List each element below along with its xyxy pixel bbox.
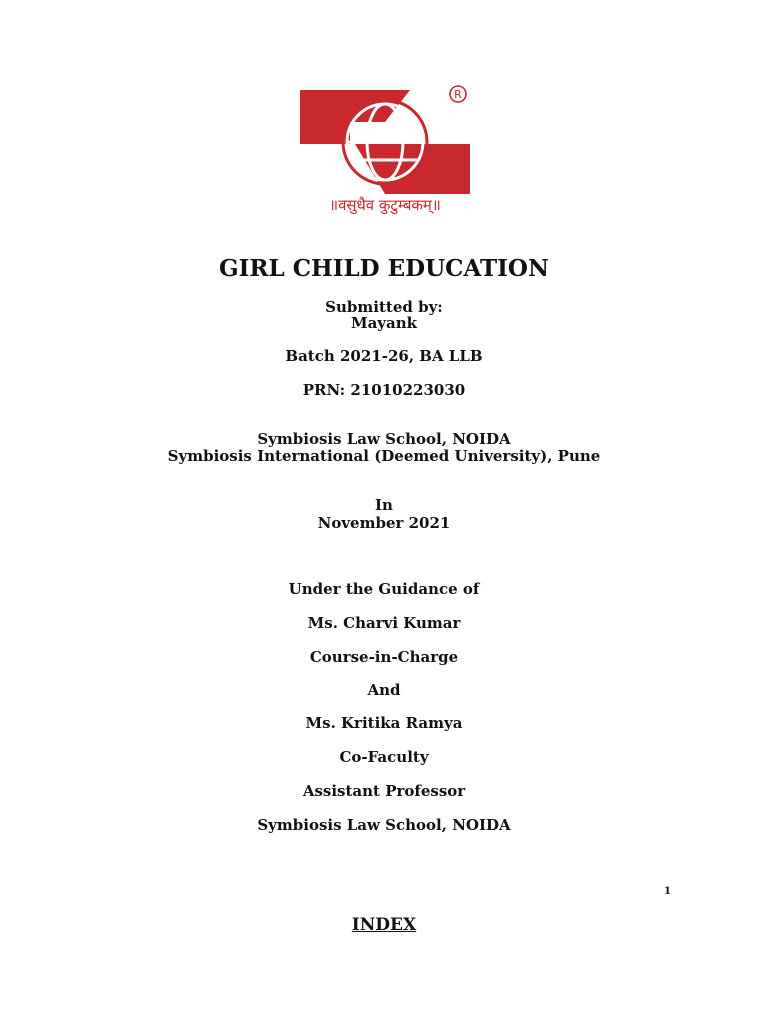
index-heading: INDEX xyxy=(351,915,417,935)
school-name: Symbiosis Law School, NOIDA xyxy=(257,430,511,448)
logo-motto: ॥वसुधैव कुटुम्बकम्॥ xyxy=(329,196,441,214)
student-name: Mayank xyxy=(350,314,418,332)
submission-date: November 2021 xyxy=(317,514,451,532)
submitted-by-label: Submitted by: xyxy=(325,298,443,316)
guide2-role: Co-Faculty xyxy=(339,748,429,766)
guidance-label: Under the Guidance of xyxy=(288,580,480,598)
prn-text: PRN: 21010223030 xyxy=(302,381,466,399)
guide1-name: Ms. Charvi Kumar xyxy=(307,614,461,632)
guide2-school: Symbiosis Law School, NOIDA xyxy=(257,816,511,834)
guide1-role: Course-in-Charge xyxy=(309,648,459,666)
batch-text: Batch 2021-26, BA LLB xyxy=(285,347,483,365)
symbiosis-logo xyxy=(290,82,480,217)
and-text: And xyxy=(367,681,401,699)
guide2-designation: Assistant Professor xyxy=(302,782,466,800)
page-number: 1 xyxy=(664,886,671,897)
university-name: Symbiosis International (Deemed University), Pune xyxy=(167,447,601,465)
guide2-name: Ms. Kritika Ramya xyxy=(305,714,463,732)
in-label: In xyxy=(375,496,393,514)
globe-s-icon xyxy=(290,82,480,217)
registered-mark: R xyxy=(454,88,462,101)
document-title: GIRL CHILD EDUCATION xyxy=(219,255,549,282)
